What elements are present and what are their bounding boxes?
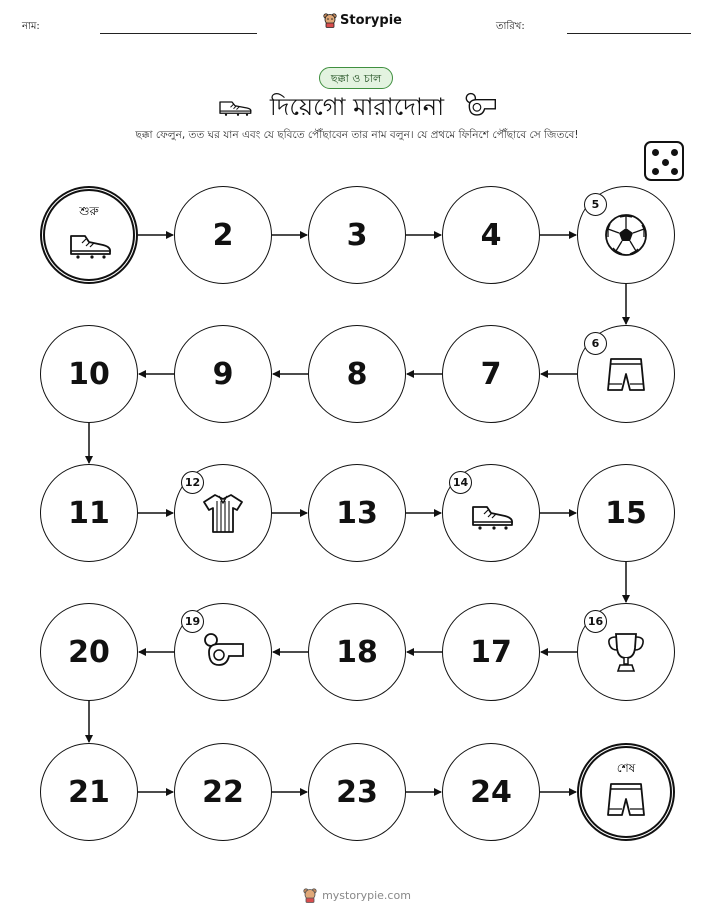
board-cell-18[interactable]	[308, 603, 406, 701]
board-cell-11[interactable]	[40, 464, 138, 562]
cell-number-badge: 14	[449, 471, 472, 494]
shorts-icon	[602, 350, 650, 398]
cell-number: 10	[68, 356, 110, 392]
board-cell-15[interactable]	[577, 464, 675, 562]
board-cell-9[interactable]	[174, 325, 272, 423]
cell-number-badge: 5	[584, 193, 607, 216]
cell-number: 7	[480, 356, 502, 392]
board-cell-4[interactable]	[442, 186, 540, 284]
board-cell-7[interactable]	[442, 325, 540, 423]
whistle-icon	[199, 628, 247, 676]
cell-number: 17	[470, 634, 512, 670]
board-cell-12[interactable]	[174, 464, 272, 562]
board-cell-20[interactable]	[40, 603, 138, 701]
board-cell-19[interactable]	[174, 603, 272, 701]
trophy-icon	[602, 628, 650, 676]
cell-number: 18	[336, 634, 378, 670]
shorts-icon	[602, 775, 650, 823]
board-cell-6[interactable]	[577, 325, 675, 423]
start-label: শুরু	[79, 204, 99, 218]
cell-number: 24	[470, 774, 512, 810]
board-cell-14[interactable]	[442, 464, 540, 562]
cell-number-badge: 16	[584, 610, 607, 633]
cell-number: 3	[346, 217, 368, 253]
boot-icon	[65, 218, 113, 266]
jersey-icon	[199, 489, 247, 537]
board-cell-5[interactable]	[577, 186, 675, 284]
cell-number: 8	[346, 356, 368, 392]
instructions: ছক্কা ফেলুন, তত ঘর যান এবং যে ছবিতে পৌঁছাবেন তার নাম বলুন। যে প্রথমে ফিনিশে পৌঁছাবে সে জিতবে!	[135, 129, 579, 141]
board-cell-8[interactable]	[308, 325, 406, 423]
finish-label: শেষ	[616, 761, 636, 775]
board-cell-16[interactable]	[577, 603, 675, 701]
board-cell-13[interactable]	[308, 464, 406, 562]
start-cell[interactable]	[40, 186, 138, 284]
cell-number: 15	[605, 495, 647, 531]
category-badge: ছক্কা ও চাল	[319, 67, 393, 89]
date-label: তারিখ:	[496, 21, 525, 32]
board-cell-3[interactable]	[308, 186, 406, 284]
boot-icon	[467, 489, 515, 537]
cell-number-badge: 19	[181, 610, 204, 633]
board-cell-2[interactable]	[174, 186, 272, 284]
cell-number: 20	[68, 634, 110, 670]
cell-number: 11	[68, 495, 110, 531]
board-cell-23[interactable]	[308, 743, 406, 841]
name-label: নাম:	[22, 21, 40, 32]
cell-number-badge: 12	[181, 471, 204, 494]
board-cell-17[interactable]	[442, 603, 540, 701]
board-cell-10[interactable]	[40, 325, 138, 423]
cell-number: 21	[68, 774, 110, 810]
finish-cell[interactable]	[577, 743, 675, 841]
cell-number: 23	[336, 774, 378, 810]
mascot-icon	[303, 888, 317, 903]
page-title: দিয়েগো মারাদোনা	[269, 93, 445, 121]
cell-number: 2	[212, 217, 234, 253]
footer	[0, 888, 714, 903]
soccer-ball-icon	[602, 211, 650, 259]
cell-number: 13	[336, 495, 378, 531]
brand-name: Storypie	[340, 13, 402, 28]
cell-number: 4	[480, 217, 502, 253]
cell-number-badge: 6	[584, 332, 607, 355]
cell-number: 22	[202, 774, 244, 810]
board-cell-21[interactable]	[40, 743, 138, 841]
footer-url: mystorypie.com	[322, 889, 411, 902]
board-cell-22[interactable]	[174, 743, 272, 841]
cell-number: 9	[212, 356, 234, 392]
board-cell-24[interactable]	[442, 743, 540, 841]
